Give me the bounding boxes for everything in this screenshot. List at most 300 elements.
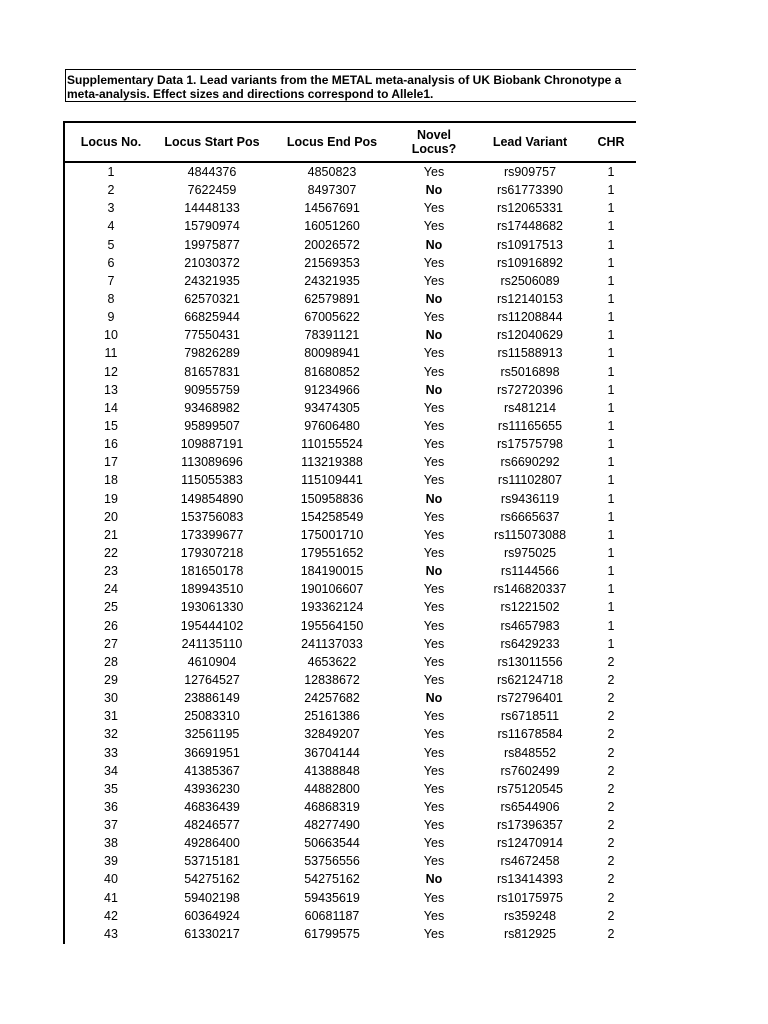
cell-lead-variant: rs13414393 (496, 872, 564, 887)
cell-locus-start: 93468982 (184, 400, 240, 415)
cell-locus-end: 175001710 (300, 527, 364, 542)
cell-novel-locus: Yes (423, 818, 445, 833)
cell-locus-end: 110155524 (301, 437, 363, 452)
table-row (64, 907, 636, 925)
cell-lead-variant: rs848552 (503, 745, 557, 760)
cell-novel-locus: Yes (423, 165, 445, 179)
cell-locus-end: 62579891 (304, 291, 360, 306)
cell-chr: 1 (607, 346, 615, 361)
cell-lead-variant: rs115073088 (493, 527, 567, 542)
cell-chr: 1 (607, 183, 615, 198)
cell-lead-variant: rs2506089 (500, 273, 560, 288)
cell-lead-variant: rs10917513 (496, 237, 564, 252)
cell-novel-locus: No (425, 491, 443, 506)
table-caption (65, 69, 636, 102)
table-row (64, 617, 636, 635)
cell-lead-variant: rs11588913 (497, 346, 563, 361)
cell-novel-locus: No (425, 291, 443, 306)
cell-locus-start: 60364924 (184, 908, 240, 923)
cell-lead-variant: rs12040629 (496, 328, 564, 343)
cell-novel-locus: Yes (423, 364, 445, 379)
cell-chr: 2 (607, 836, 615, 851)
cell-locus-start: 19975877 (184, 237, 240, 252)
cell-locus-no: 14 (104, 400, 118, 415)
table-row (64, 852, 636, 870)
cell-locus-start: 41385367 (184, 763, 240, 778)
cell-lead-variant: rs6665637 (500, 509, 560, 524)
cell-lead-variant: rs12065331 (496, 201, 564, 216)
cell-novel-locus: No (425, 691, 443, 706)
cell-locus-end: 24321935 (304, 273, 360, 288)
cell-locus-end: 54275162 (304, 872, 360, 887)
cell-novel-locus: No (425, 183, 443, 198)
cell-locus-no: 38 (104, 836, 118, 851)
cell-novel-locus: Yes (423, 455, 445, 470)
cell-lead-variant: rs13011556 (497, 654, 563, 669)
cell-novel-locus: Yes (423, 745, 445, 760)
cell-locus-start: 109887191 (180, 437, 244, 452)
cell-novel-locus: Yes (423, 618, 445, 633)
cell-locus-no: 11 (104, 346, 118, 361)
cell-locus-start: 54275162 (184, 872, 240, 887)
cell-lead-variant: rs146820337 (493, 582, 567, 597)
cell-locus-no: 9 (107, 310, 115, 325)
cell-locus-end: 59435619 (304, 890, 360, 905)
table-row (64, 889, 636, 907)
table-row (64, 236, 636, 254)
cell-chr: 2 (607, 727, 615, 742)
cell-lead-variant: rs11678584 (497, 727, 563, 742)
table-row (64, 490, 636, 508)
cell-novel-locus: Yes (423, 672, 445, 687)
table-row (64, 870, 636, 888)
cell-locus-start: 36691951 (184, 745, 240, 760)
cell-locus-start: 4844376 (187, 165, 237, 179)
cell-chr: 2 (607, 926, 615, 941)
cell-locus-end: 20026572 (304, 237, 360, 252)
cell-chr: 1 (607, 473, 615, 488)
cell-locus-no: 35 (104, 781, 118, 796)
cell-chr: 2 (607, 709, 615, 724)
lead-variants-table (64, 121, 636, 943)
cell-locus-no: 27 (104, 636, 118, 651)
cell-locus-end: 41388848 (304, 763, 360, 778)
cell-novel-locus: No (425, 382, 443, 397)
cell-chr: 1 (607, 201, 615, 216)
table-row (64, 453, 636, 471)
cell-locus-end: 150958836 (300, 491, 364, 506)
cell-lead-variant: rs1221502 (500, 600, 560, 615)
cell-locus-no: 30 (104, 691, 118, 706)
cell-locus-end: 44882800 (304, 781, 360, 796)
cell-locus-end: 97606480 (304, 418, 360, 433)
cell-locus-end: 241137033 (301, 636, 363, 651)
cell-locus-no: 21 (104, 527, 118, 542)
cell-lead-variant: rs11165655 (497, 418, 563, 433)
cell-locus-no: 34 (104, 763, 118, 778)
cell-lead-variant: rs359248 (503, 908, 557, 923)
table-row (64, 689, 636, 707)
cell-novel-locus: Yes (423, 346, 445, 361)
cell-locus-end: 4850823 (307, 165, 357, 179)
cell-locus-end: 36704144 (304, 745, 360, 760)
cell-lead-variant: rs6690292 (500, 455, 560, 470)
table-row (64, 925, 636, 943)
cell-locus-start: 49286400 (184, 836, 240, 851)
cell-locus-no: 41 (104, 890, 118, 905)
cell-chr: 2 (607, 799, 615, 814)
cell-chr: 2 (607, 745, 615, 760)
cell-lead-variant: rs4657983 (500, 618, 560, 633)
cell-chr: 1 (607, 636, 615, 651)
cell-lead-variant: rs72720396 (496, 382, 564, 397)
table-row (64, 272, 636, 290)
cell-chr: 1 (607, 600, 615, 615)
cell-lead-variant: rs17448682 (496, 219, 564, 234)
cell-chr: 1 (607, 509, 615, 524)
cell-chr: 2 (607, 672, 615, 687)
cell-chr: 2 (607, 763, 615, 778)
table-row (64, 562, 636, 580)
table-row (64, 598, 636, 616)
cell-locus-no: 1 (107, 165, 115, 179)
table-row (64, 635, 636, 653)
cell-locus-start: 23886149 (184, 691, 240, 706)
cell-chr: 2 (607, 818, 615, 833)
cell-novel-locus: Yes (423, 908, 445, 923)
cell-locus-start: 43936230 (184, 781, 240, 796)
cell-novel-locus: Yes (423, 600, 445, 615)
cell-lead-variant: rs72796401 (496, 691, 564, 706)
cell-lead-variant: rs1144566 (500, 564, 560, 579)
cell-chr: 1 (607, 527, 615, 542)
cell-locus-end: 50663544 (304, 836, 360, 851)
cell-locus-start: 53715181 (184, 854, 240, 869)
cell-novel-locus: Yes (423, 400, 445, 415)
table-row (64, 163, 636, 181)
cell-locus-start: 77550431 (184, 328, 240, 343)
cell-novel-locus: Yes (423, 890, 445, 905)
cell-lead-variant: rs975025 (503, 545, 557, 560)
cell-locus-start: 179307218 (180, 545, 244, 560)
cell-novel-locus: No (425, 872, 443, 887)
table-row (64, 580, 636, 598)
cell-locus-end: 8497307 (307, 183, 357, 198)
cell-lead-variant: rs10916892 (496, 255, 564, 270)
cell-chr: 1 (607, 364, 615, 379)
cell-locus-no: 32 (104, 727, 118, 742)
cell-chr: 1 (607, 455, 615, 470)
cell-locus-no: 25 (104, 600, 118, 615)
cell-lead-variant: rs481214 (503, 400, 557, 415)
header-chr: CHR (597, 135, 625, 149)
cell-novel-locus: Yes (423, 836, 445, 851)
cell-locus-start: 61330217 (184, 926, 240, 941)
cell-locus-start: 25083310 (184, 709, 240, 724)
table-row (64, 471, 636, 489)
cell-locus-no: 33 (104, 745, 118, 760)
header-novel-line-1: Novel (416, 128, 452, 142)
cell-locus-no: 29 (104, 672, 118, 687)
cell-locus-no: 26 (104, 618, 118, 633)
cell-locus-start: 113089696 (181, 455, 243, 470)
cell-novel-locus: Yes (423, 636, 445, 651)
table-row (64, 508, 636, 526)
cell-locus-end: 184190015 (300, 564, 364, 579)
cell-locus-no: 8 (107, 291, 115, 306)
cell-locus-no: 42 (104, 908, 118, 923)
cell-locus-end: 195564150 (300, 618, 364, 633)
cell-lead-variant: rs17396357 (496, 818, 564, 833)
table-header (64, 121, 636, 163)
cell-lead-variant: rs5016898 (500, 364, 560, 379)
cell-lead-variant: rs10175975 (496, 890, 564, 905)
cell-locus-no: 10 (104, 328, 118, 343)
cell-locus-end: 60681187 (304, 908, 360, 923)
header-locus-end: Locus End Pos (286, 135, 378, 149)
cell-locus-no: 6 (107, 255, 115, 270)
cell-locus-start: 95899507 (184, 418, 240, 433)
cell-chr: 2 (607, 908, 615, 923)
cell-locus-no: 18 (104, 473, 118, 488)
caption-line-1: Supplementary Data 1. Lead variants from the METAL meta-analysis of UK Biobank Chronotype a (67, 73, 622, 87)
cell-lead-variant: rs812925 (503, 926, 557, 941)
cell-lead-variant: rs12140153 (496, 291, 564, 306)
cell-chr: 2 (607, 654, 615, 669)
cell-locus-no: 28 (104, 654, 118, 669)
header-locus-start: Locus Start Pos (164, 135, 260, 149)
cell-novel-locus: Yes (423, 418, 445, 433)
cell-chr: 1 (607, 618, 615, 633)
table-row (64, 435, 636, 453)
cell-locus-end: 93474305 (304, 400, 360, 415)
cell-locus-no: 15 (104, 418, 118, 433)
cell-locus-end: 81680852 (304, 364, 360, 379)
caption-line-2: meta-analysis. Effect sizes and directions correspond to Allele1. (67, 87, 434, 101)
cell-locus-start: 115055383 (181, 473, 243, 488)
cell-novel-locus: Yes (423, 727, 445, 742)
cell-lead-variant: rs75120545 (496, 781, 564, 796)
cell-locus-end: 115109441 (301, 473, 363, 488)
cell-locus-start: 24321935 (184, 273, 240, 288)
table-row (64, 816, 636, 834)
cell-locus-no: 4 (107, 219, 115, 234)
cell-locus-start: 153756083 (180, 509, 244, 524)
cell-lead-variant: rs17575798 (496, 437, 564, 452)
cell-chr: 1 (607, 418, 615, 433)
cell-locus-no: 36 (104, 799, 118, 814)
cell-locus-end: 80098941 (304, 346, 360, 361)
table-row (64, 254, 636, 272)
cell-locus-end: 78391121 (304, 328, 360, 343)
cell-locus-end: 21569353 (304, 255, 360, 270)
cell-chr: 1 (607, 564, 615, 579)
cell-locus-no: 17 (104, 455, 118, 470)
table-row (64, 780, 636, 798)
cell-novel-locus: No (425, 328, 443, 343)
cell-locus-end: 48277490 (304, 818, 360, 833)
table-row (64, 798, 636, 816)
cell-chr: 1 (607, 255, 615, 270)
cell-novel-locus: No (425, 564, 443, 579)
cell-novel-locus: Yes (423, 437, 445, 452)
table-row (64, 671, 636, 689)
table-row (64, 653, 636, 671)
cell-locus-no: 13 (104, 382, 118, 397)
cell-locus-start: 48246577 (184, 818, 240, 833)
cell-locus-start: 32561195 (184, 727, 240, 742)
cell-locus-no: 31 (104, 709, 118, 724)
table-row (64, 308, 636, 326)
cell-novel-locus: Yes (423, 799, 445, 814)
cell-locus-end: 113219388 (301, 455, 363, 470)
cell-locus-start: 173399677 (180, 527, 244, 542)
cell-locus-start: 195444102 (180, 618, 244, 633)
cell-locus-start: 21030372 (184, 255, 240, 270)
cell-lead-variant: rs6544906 (500, 799, 560, 814)
table-row (64, 181, 636, 199)
cell-chr: 2 (607, 890, 615, 905)
cell-novel-locus: Yes (423, 527, 445, 542)
cell-lead-variant: rs909757 (503, 165, 557, 179)
cell-novel-locus: No (425, 237, 443, 252)
table-row (64, 417, 636, 435)
table-row (64, 344, 636, 362)
cell-locus-no: 20 (104, 509, 118, 524)
cell-lead-variant: rs61773390 (496, 183, 564, 198)
cell-chr: 1 (607, 273, 615, 288)
cell-locus-start: 181650178 (180, 564, 244, 579)
table-row (64, 399, 636, 417)
table-row (64, 526, 636, 544)
cell-chr: 1 (607, 400, 615, 415)
cell-locus-start: 15790974 (184, 219, 240, 234)
cell-chr: 1 (607, 328, 615, 343)
table-row (64, 363, 636, 381)
cell-locus-end: 12838672 (304, 672, 360, 687)
cell-novel-locus: Yes (423, 545, 445, 560)
cell-novel-locus: Yes (423, 473, 445, 488)
cell-novel-locus: Yes (423, 654, 445, 669)
cell-locus-start: 241135110 (181, 636, 243, 651)
table-row (64, 326, 636, 344)
cell-locus-end: 32849207 (304, 727, 360, 742)
cell-novel-locus: Yes (423, 709, 445, 724)
cell-locus-end: 14567691 (304, 201, 360, 216)
cell-locus-no: 37 (104, 818, 118, 833)
cell-locus-start: 66825944 (184, 310, 240, 325)
cell-lead-variant: rs7602499 (500, 763, 560, 778)
cell-chr: 1 (607, 310, 615, 325)
cell-locus-end: 193362124 (300, 600, 364, 615)
cell-locus-start: 7622459 (187, 183, 237, 198)
cell-locus-no: 19 (104, 491, 118, 506)
cell-locus-no: 12 (104, 364, 118, 379)
cell-chr: 2 (607, 781, 615, 796)
table-row (64, 725, 636, 743)
cell-locus-end: 179551652 (300, 545, 364, 560)
cell-chr: 1 (607, 219, 615, 234)
cell-novel-locus: Yes (423, 763, 445, 778)
cell-chr: 1 (607, 491, 615, 506)
cell-locus-end: 46868319 (304, 799, 360, 814)
cell-novel-locus: Yes (423, 255, 445, 270)
cell-novel-locus: Yes (423, 854, 445, 869)
cell-locus-start: 46836439 (184, 799, 240, 814)
cell-locus-end: 4653622 (307, 654, 357, 669)
table-row (64, 199, 636, 217)
cell-lead-variant: rs6429233 (500, 636, 560, 651)
cell-locus-no: 22 (104, 545, 118, 560)
cell-lead-variant: rs9436119 (500, 491, 560, 506)
table-row (64, 762, 636, 780)
cell-lead-variant: rs6718511 (500, 709, 560, 724)
table-row (64, 381, 636, 399)
cell-locus-start: 12764527 (184, 672, 240, 687)
cell-chr: 2 (607, 691, 615, 706)
cell-chr: 1 (607, 382, 615, 397)
cell-locus-no: 3 (107, 201, 115, 216)
cell-novel-locus: Yes (423, 509, 445, 524)
cell-chr: 1 (607, 582, 615, 597)
cell-novel-locus: Yes (423, 926, 445, 941)
cell-novel-locus: Yes (423, 582, 445, 597)
table-row (64, 744, 636, 762)
cell-lead-variant: rs12470914 (496, 836, 564, 851)
cell-locus-no: 23 (104, 564, 118, 579)
cell-locus-end: 190106607 (300, 582, 364, 597)
header-novel-line-2: Locus? (411, 142, 457, 156)
table-row (64, 544, 636, 562)
cell-locus-start: 193061330 (180, 600, 244, 615)
cell-locus-no: 43 (104, 926, 118, 941)
cell-novel-locus: Yes (423, 219, 445, 234)
header-lead-variant: Lead Variant (492, 135, 568, 149)
cell-novel-locus: Yes (423, 310, 445, 325)
cell-locus-end: 24257682 (304, 691, 360, 706)
cell-locus-start: 189943510 (180, 582, 244, 597)
cell-locus-no: 2 (107, 183, 115, 198)
cell-chr: 1 (607, 165, 615, 179)
cell-locus-start: 81657831 (184, 364, 240, 379)
cell-locus-end: 154258549 (300, 509, 364, 524)
cell-chr: 1 (607, 237, 615, 252)
cell-locus-no: 40 (104, 872, 118, 887)
cell-lead-variant: rs4672458 (500, 854, 560, 869)
cell-locus-no: 16 (104, 437, 118, 452)
cell-lead-variant: rs62124718 (496, 672, 564, 687)
cell-chr: 1 (607, 545, 615, 560)
cell-locus-end: 16051260 (304, 219, 360, 234)
cell-chr: 2 (607, 854, 615, 869)
cell-novel-locus: Yes (423, 201, 445, 216)
cell-locus-no: 5 (107, 237, 115, 252)
cell-locus-end: 67005622 (304, 310, 360, 325)
cell-locus-end: 25161386 (304, 709, 360, 724)
cell-novel-locus: Yes (423, 273, 445, 288)
cell-locus-end: 91234966 (304, 382, 360, 397)
header-novel-locus (398, 123, 470, 161)
cell-locus-end: 61799575 (304, 926, 360, 941)
cell-chr: 1 (607, 437, 615, 452)
cell-lead-variant: rs11102807 (497, 473, 563, 488)
cell-locus-start: 59402198 (184, 890, 240, 905)
cell-locus-start: 62570321 (184, 291, 240, 306)
cell-locus-no: 7 (107, 273, 115, 288)
cell-lead-variant: rs11208844 (497, 310, 563, 325)
table-row (64, 834, 636, 852)
cell-locus-start: 4610904 (187, 654, 237, 669)
